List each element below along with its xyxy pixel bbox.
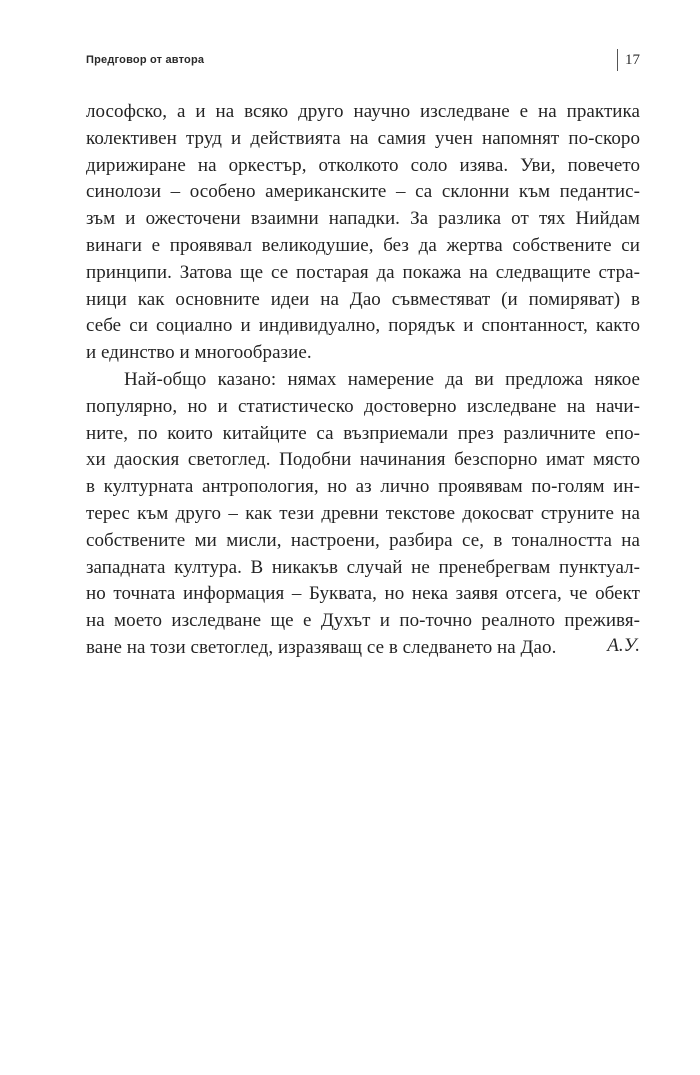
body-text bbox=[86, 99, 640, 662]
text-line: собствените ми мисли, настроени, разбира се, в тоналността на bbox=[86, 529, 640, 551]
text-line: себе си социално и индивидуално, порядък и спонтанност, както bbox=[86, 315, 640, 337]
text-line: и единство и многообразие. bbox=[86, 342, 312, 364]
text-line: в културната антропология, но аз лично проявявам по-голям ин- bbox=[86, 476, 640, 498]
chapter-title: Предговор от автора bbox=[86, 54, 205, 66]
text-line: ване на този светоглед, изразяващ се в следването на Дао. bbox=[86, 636, 557, 658]
text-line: ници как основните идеи на Дао съвместяват (и помиряват) в bbox=[86, 288, 640, 310]
text-line: западната култура. В никакъв случай не пренебрегвам пунктуал- bbox=[86, 556, 640, 578]
page-number-divider bbox=[617, 49, 618, 71]
text-line: хи даоския светоглед. Подобни начинания безспорно имат място bbox=[86, 449, 640, 471]
author-initials: А.У. bbox=[607, 635, 640, 656]
running-header bbox=[86, 48, 640, 72]
text-line: винаги е проявявал великодушие, без да жертва собствените си bbox=[86, 234, 640, 256]
paragraph-2 bbox=[86, 367, 640, 662]
text-line: колективен труд и действията на самия учен напомнят по-скоро bbox=[86, 127, 640, 149]
text-line: популярно, но и статистическо достоверно изследване на начи- bbox=[86, 395, 640, 417]
text-line: но точната информация – Буквата, но нека заявя отсега, че обект bbox=[86, 583, 640, 605]
page-number: 17 bbox=[625, 51, 640, 68]
text-line: ните, по които китайците са възприемали през различните епо- bbox=[86, 422, 640, 444]
text-line: на моето изследване ще е Духът и по-точно реалното преживя- bbox=[86, 610, 640, 632]
text-line: синолози – особено американските – са склонни към педантис- bbox=[86, 181, 640, 203]
paragraph-1 bbox=[86, 99, 640, 367]
text-line: Най-общо казано: нямах намерение да ви предложа някое bbox=[124, 368, 640, 390]
text-line: зъм и ожесточени взаимни нападки. За разлика от тях Нийдам bbox=[86, 208, 640, 230]
text-line: лософско, а и на всяко друго научно изследване е на практика bbox=[86, 101, 640, 122]
page-number-block bbox=[617, 49, 640, 71]
text-line: терес към друго – как тези древни текстове докосват струните на bbox=[86, 502, 640, 524]
text-line: дирижиране на оркестър, отколкото соло изява. Уви, повечето bbox=[86, 154, 640, 176]
text-line: принципи. Затова ще се постарая да покажа на следващите стра- bbox=[86, 261, 640, 283]
